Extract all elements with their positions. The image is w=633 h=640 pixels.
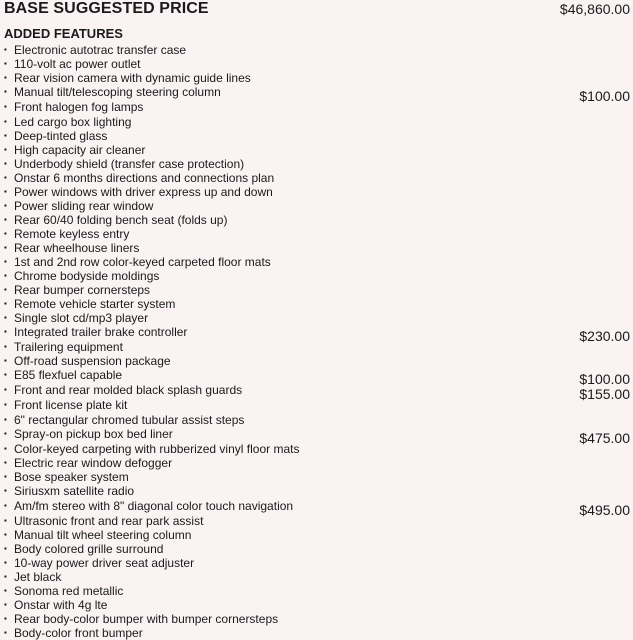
bullet-icon: ▪: [4, 429, 7, 438]
feature-item: [4, 269, 630, 283]
bullet-icon: ▪: [4, 530, 7, 539]
feature-label: 6" rectangular chromed tubular assist steps: [14, 413, 245, 427]
feature-item: [4, 100, 630, 114]
feature-price: $495.00: [579, 502, 630, 518]
feature-label: Trailering equipment: [14, 340, 123, 354]
bullet-icon: ▪: [4, 215, 7, 224]
feature-item: [4, 143, 630, 157]
bullet-icon: ▪: [4, 444, 7, 453]
bullet-icon: ▪: [4, 59, 7, 68]
bullet-icon: ▪: [4, 558, 7, 567]
feature-item: [4, 542, 630, 556]
bullet-icon: ▪: [4, 516, 7, 525]
bullet-icon: ▪: [4, 327, 7, 336]
feature-item: [4, 514, 630, 528]
feature-item: [4, 85, 630, 104]
feature-label: Siriusxm satellite radio: [14, 484, 135, 498]
feature-label: Manual tilt wheel steering column: [14, 528, 192, 542]
feature-label: Electric rear window defogger: [14, 456, 173, 470]
feature-label: Remote vehicle starter system: [14, 297, 176, 311]
feature-label: Ultrasonic front and rear park assist: [14, 514, 204, 528]
bullet-icon: ▪: [4, 201, 7, 210]
feature-label: Rear vision camera with dynamic guide lines: [14, 71, 251, 85]
feature-label: E85 flexfuel capable: [14, 368, 123, 382]
feature-label: 10-way power driver seat adjuster: [14, 556, 195, 570]
bullet-icon: ▪: [4, 356, 7, 365]
bullet-icon: ▪: [4, 544, 7, 553]
feature-item: [4, 115, 630, 129]
feature-item: [4, 584, 630, 598]
feature-label: Remote keyless entry: [14, 227, 130, 241]
feature-item: [4, 598, 630, 612]
feature-item: [4, 427, 630, 446]
bullet-icon: ▪: [4, 45, 7, 54]
feature-label: Body-color front bumper: [14, 626, 143, 640]
bullet-icon: ▪: [4, 173, 7, 182]
feature-label: Front halogen fog lamps: [14, 100, 144, 114]
bullet-icon: ▪: [4, 400, 7, 409]
feature-item: [4, 325, 630, 344]
feature-item: [4, 442, 630, 456]
feature-label: Bose speaker system: [14, 470, 129, 484]
price-header: [4, 0, 630, 18]
bullet-icon: ▪: [4, 600, 7, 609]
feature-label: Front and rear molded black splash guards: [14, 383, 243, 397]
feature-label: Power sliding rear window: [14, 199, 154, 213]
bullet-icon: ▪: [4, 299, 7, 308]
feature-price: $230.00: [579, 328, 630, 344]
added-features-heading: ADDED FEATURES: [4, 26, 123, 41]
feature-item: [4, 199, 630, 213]
feature-item: [4, 157, 630, 171]
bullet-icon: ▪: [4, 486, 7, 495]
bullet-icon: ▪: [4, 458, 7, 467]
bullet-icon: ▪: [4, 572, 7, 581]
bullet-icon: ▪: [4, 87, 7, 96]
bullet-icon: ▪: [4, 415, 7, 424]
bullet-icon: ▪: [4, 501, 7, 510]
feature-label: Front license plate kit: [14, 398, 128, 412]
feature-item: [4, 311, 630, 325]
feature-label: Deep-tinted glass: [14, 129, 108, 143]
bullet-icon: ▪: [4, 257, 7, 266]
feature-label: Electronic autotrac transfer case: [14, 43, 187, 57]
feature-label: 110-volt ac power outlet: [14, 57, 141, 71]
feature-item: [4, 556, 630, 570]
feature-item: [4, 484, 630, 498]
feature-item: [4, 213, 630, 227]
feature-item: [4, 283, 630, 297]
feature-item: [4, 499, 630, 518]
feature-label: Rear bumper cornersteps: [14, 283, 151, 297]
bullet-icon: ▪: [4, 385, 7, 394]
feature-item: [4, 368, 630, 387]
bullet-icon: ▪: [4, 313, 7, 322]
bullet-icon: ▪: [4, 187, 7, 196]
feature-label: Rear 60/40 folding bench seat (folds up): [14, 213, 228, 227]
bullet-icon: ▪: [4, 117, 7, 126]
bullet-icon: ▪: [4, 229, 7, 238]
feature-item: [4, 354, 630, 368]
feature-item: [4, 340, 630, 354]
bullet-icon: ▪: [4, 614, 7, 623]
bullet-icon: ▪: [4, 271, 7, 280]
bullet-icon: ▪: [4, 145, 7, 154]
feature-label: Power windows with driver express up and down: [14, 185, 273, 199]
base-price-value: $46,860.00: [559, 1, 630, 17]
feature-label: Am/fm stereo with 8" diagonal color touch navigation: [14, 499, 294, 513]
feature-item: [4, 398, 630, 412]
feature-item: [4, 129, 630, 143]
feature-item: [4, 528, 630, 542]
feature-item: [4, 71, 630, 85]
feature-item: [4, 185, 630, 199]
feature-label: Onstar 6 months directions and connections plan: [14, 171, 275, 185]
feature-label: Integrated trailer brake controller: [14, 325, 188, 339]
feature-item: [4, 43, 630, 57]
feature-label: Underbody shield (transfer case protection): [14, 157, 245, 171]
feature-label: Color-keyed carpeting with rubberized vinyl floor mats: [14, 442, 300, 456]
bullet-icon: ▪: [4, 342, 7, 351]
feature-item: [4, 171, 630, 185]
feature-label: Off-road suspension package: [14, 354, 171, 368]
feature-item: [4, 383, 630, 402]
bullet-icon: ▪: [4, 73, 7, 82]
bullet-icon: ▪: [4, 159, 7, 168]
feature-label: Rear wheelhouse liners: [14, 241, 140, 255]
feature-item: [4, 241, 630, 255]
feature-price: $475.00: [579, 430, 630, 446]
feature-price: $155.00: [579, 386, 630, 402]
bullet-icon: ▪: [4, 472, 7, 481]
feature-label: Led cargo box lighting: [14, 115, 132, 129]
feature-label: Jet black: [14, 570, 62, 584]
feature-item: [4, 297, 630, 311]
bullet-icon: ▪: [4, 285, 7, 294]
bullet-icon: ▪: [4, 243, 7, 252]
feature-item: [4, 456, 630, 470]
feature-item: [4, 57, 630, 71]
bullet-icon: ▪: [4, 628, 7, 637]
feature-label: Chrome bodyside moldings: [14, 269, 160, 283]
feature-label: Rear body-color bumper with bumper cornersteps: [14, 612, 279, 626]
feature-label: High capacity air cleaner: [14, 143, 146, 157]
base-price-title: BASE SUGGESTED PRICE: [4, 0, 209, 17]
feature-label: Spray-on pickup box bed liner: [14, 427, 173, 441]
feature-item: [4, 470, 630, 484]
feature-price: $100.00: [579, 88, 630, 104]
feature-label: Onstar with 4g lte: [14, 598, 108, 612]
feature-label: Sonoma red metallic: [14, 584, 124, 598]
feature-item: [4, 227, 630, 241]
feature-label: 1st and 2nd row color-keyed carpeted floor mats: [14, 255, 271, 269]
feature-item: [4, 612, 630, 626]
feature-label: Body colored grille surround: [14, 542, 164, 556]
bullet-icon: ▪: [4, 131, 7, 140]
feature-item: [4, 570, 630, 584]
bullet-icon: ▪: [4, 586, 7, 595]
feature-item: [4, 413, 630, 427]
bullet-icon: ▪: [4, 102, 7, 111]
feature-item: [4, 255, 630, 269]
feature-label: Single slot cd/mp3 player: [14, 311, 149, 325]
feature-price: $100.00: [579, 371, 630, 387]
bullet-icon: ▪: [4, 370, 7, 379]
feature-label: Manual tilt/telescoping steering column: [14, 85, 221, 99]
